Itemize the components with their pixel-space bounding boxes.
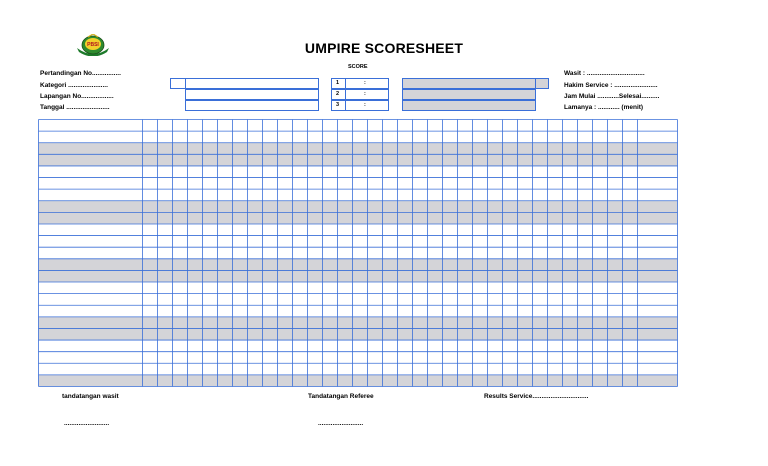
left-player-box-1[interactable] bbox=[185, 78, 319, 89]
page-title: UMPIRE SCORESHEET bbox=[304, 40, 464, 56]
left-player-box-2[interactable] bbox=[185, 89, 319, 100]
game-score-3[interactable]: 3 : bbox=[331, 100, 389, 111]
left-player-box-3[interactable] bbox=[185, 100, 319, 111]
match-number-field: Pertandingan No................ bbox=[40, 70, 121, 77]
duration-field: Lamanya : ............ (menit) bbox=[564, 104, 644, 111]
shaded-row bbox=[39, 154, 678, 166]
shaded-row bbox=[39, 212, 678, 224]
shaded-row bbox=[39, 201, 678, 213]
score-label: SCORE bbox=[348, 64, 368, 70]
shaded-row bbox=[39, 270, 678, 282]
right-service-box[interactable] bbox=[535, 78, 549, 89]
right-player-box-3[interactable] bbox=[402, 100, 536, 111]
category-field: Kategori ...................... bbox=[40, 82, 108, 89]
shaded-row bbox=[39, 317, 678, 329]
right-player-box-1[interactable] bbox=[402, 78, 536, 89]
logo-text: PBSI bbox=[87, 42, 99, 48]
right-player-box-2[interactable] bbox=[402, 89, 536, 100]
shaded-row bbox=[39, 259, 678, 271]
service-judge-field: Hakim Service : ........................ bbox=[564, 82, 658, 89]
game-score-1[interactable]: 1 : bbox=[331, 78, 389, 89]
court-number-field: Lapangan No.................. bbox=[40, 93, 114, 100]
left-service-box[interactable] bbox=[170, 78, 186, 89]
shaded-row bbox=[39, 328, 678, 340]
referee-signature-line[interactable]: ......................... bbox=[318, 420, 364, 427]
results-service-field: Results Service............................... bbox=[484, 393, 589, 400]
umpire-signature-label: tandatangan wasit bbox=[62, 393, 119, 400]
scoring-grid[interactable] bbox=[38, 119, 678, 387]
shaded-row bbox=[39, 143, 678, 155]
umpire-field: Wasit : ................................ bbox=[564, 70, 645, 77]
umpire-signature-line[interactable]: ......................... bbox=[64, 420, 110, 427]
game-score-2[interactable]: 2 : bbox=[331, 89, 389, 100]
shaded-row bbox=[39, 375, 678, 387]
date-field: Tanggal ........................ bbox=[40, 104, 110, 111]
start-time-field: Jam Mulai ............Selesai.......... bbox=[564, 93, 660, 100]
referee-signature-label: Tandatangan Referee bbox=[308, 393, 374, 400]
